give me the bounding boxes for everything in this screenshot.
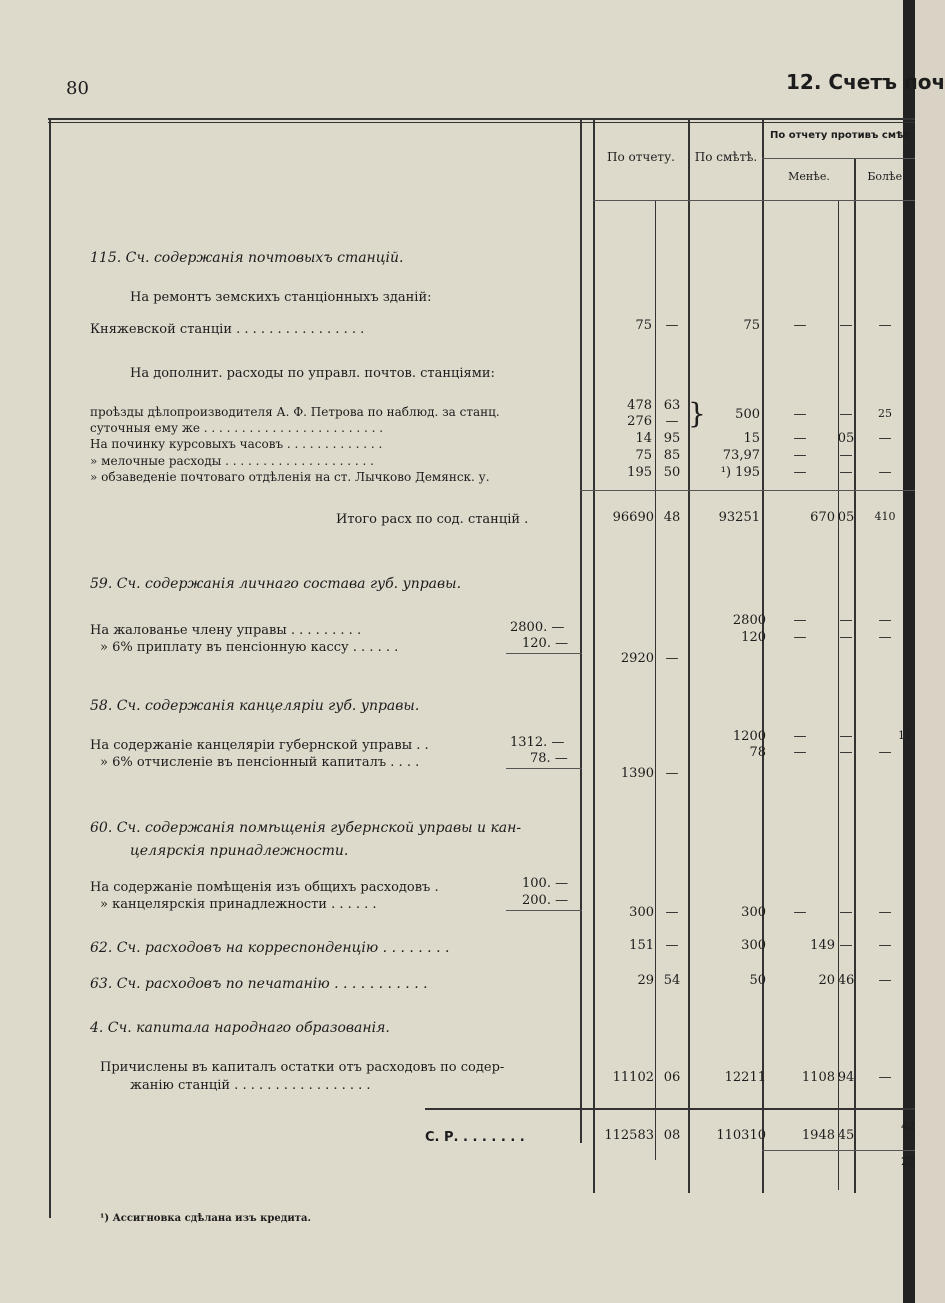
s59-a-label: На жалованье члену управы . . . . . . . . .: [90, 623, 362, 638]
section-62-title: 62. Сч. расходовъ на корреспонденцію . . . . . . . .: [90, 940, 450, 956]
s59-b-amt: 120. —: [522, 636, 569, 651]
s63-rep-k: 54: [663, 973, 681, 988]
s60-est: 300: [741, 905, 766, 920]
s115-r5-rep: 195: [627, 465, 652, 480]
s4-less-k: 94: [837, 1070, 855, 1085]
s59-sum-rule: [506, 653, 582, 654]
s60-less: —: [793, 905, 807, 920]
s62-less-k: —: [839, 938, 853, 953]
s59-b-est: 120: [741, 630, 766, 645]
s58-rep: 1390: [620, 766, 654, 781]
s115-total-more: 410: [874, 510, 896, 523]
s58-a-more: 11: [898, 729, 912, 742]
s60-a-amt: 100. —: [522, 876, 569, 891]
s115-kn-est: 75: [743, 318, 760, 333]
s60-a-label: На содержаніе помѣщенія изъ общихъ расходовъ .: [90, 880, 439, 895]
s58-a-less-k: —: [839, 729, 853, 744]
total-less: 1948: [801, 1128, 835, 1143]
total-est: 110310: [716, 1128, 766, 1143]
s115-kn-less-k: —: [839, 318, 853, 333]
s115-r3-k: 95: [663, 431, 681, 446]
header-more: Болѣе.: [867, 170, 906, 183]
s115-r1-label: проѣзды дѣлопроизводителя А. Ф. Петрова по наблюд. за станц.: [90, 405, 500, 419]
s115-total-est: 93251: [718, 510, 760, 525]
s115-r4-rep: 75: [635, 448, 652, 463]
col-divider-more: [854, 158, 856, 1193]
s115-r4-k: 85: [663, 448, 681, 463]
s115-kn-report: 75: [635, 318, 652, 333]
s115-r3-less-k: 05: [837, 431, 855, 446]
total-under-rule: [762, 1150, 915, 1151]
s115-extra-heading: На дополнит. расходы по управл. почтов. станціями:: [130, 366, 495, 381]
s62-more: —: [878, 938, 892, 953]
header-less: Менѣе.: [788, 170, 830, 183]
brace: }: [688, 397, 706, 430]
header-sub-rule: [762, 158, 915, 159]
s4-rep-k: 06: [663, 1070, 681, 1085]
header-report: По отчету.: [607, 150, 675, 164]
s59-a-est: 2800: [732, 613, 766, 628]
total-rule: [425, 1108, 915, 1110]
s59-b-less-k: —: [839, 630, 853, 645]
s58-b-more: —: [878, 745, 892, 760]
s63-more: —: [878, 973, 892, 988]
col-divider-less-kop: [838, 200, 839, 1190]
s4-est: 12211: [724, 1070, 766, 1085]
s115-kn-less: —: [793, 318, 807, 333]
s115-r2-label: суточныя ему же . . . . . . . . . . . . . . . . . . . . . . . .: [90, 421, 384, 435]
s115-r1-k: 63: [663, 398, 681, 413]
s115-total-less: 670: [810, 510, 835, 525]
s115-r12-more: 25: [878, 407, 892, 420]
s115-r12-est: 500: [735, 407, 760, 422]
s58-sum-rule: [506, 768, 582, 769]
s62-rep: 151: [629, 938, 654, 953]
s60-more: —: [878, 905, 892, 920]
s58-a-est: 1200: [732, 729, 766, 744]
s63-est: 50: [749, 973, 766, 988]
s115-r4-est: 73,97: [722, 448, 760, 463]
s115-r5-less-k: —: [839, 465, 853, 480]
section-63-title: 63. Сч. расходовъ по печатанію . . . . . . . . . . .: [90, 976, 428, 992]
col-divider-text: [580, 118, 582, 1143]
s115-r3-less: —: [793, 431, 807, 446]
s63-less-k: 46: [837, 973, 855, 988]
total-less-k: 45: [837, 1128, 855, 1143]
s115-r5-more: —: [878, 465, 892, 480]
s58-b-label: » 6% отчисленіе въ пенсіонный капиталъ . . . .: [100, 755, 420, 770]
col-divider-less: [762, 118, 764, 1193]
s115-kn-more: —: [878, 318, 892, 333]
s60-rep-k: —: [665, 905, 679, 920]
s115-r4-less-k: —: [839, 448, 853, 463]
s58-a-label: На содержаніе канцеляріи губернской управы . .: [90, 738, 429, 753]
section-4-title: 4. Сч. капитала народнаго образованія.: [90, 1020, 390, 1036]
s59-a-less: —: [793, 613, 807, 628]
section-60-title-2: целярскія принадлежности.: [130, 843, 349, 859]
s115-r3-rep: 14: [635, 431, 652, 446]
s115-r3-est: 15: [743, 431, 760, 446]
s60-sum-rule: [506, 910, 582, 911]
s115-r1-rep: 478: [627, 398, 652, 413]
col-divider-report-kop: [655, 200, 656, 1160]
s4-line1: Причислены въ капиталъ остатки отъ расходовъ по содер-: [100, 1060, 505, 1075]
s115-kn-report-k: —: [665, 318, 679, 333]
s115-kn-label: Княжевской станціи . . . . . . . . . . . . . . . .: [90, 322, 365, 337]
s63-rep: 29: [637, 973, 654, 988]
s115-total-less-k: 05: [837, 510, 855, 525]
s115-r3-more: —: [878, 431, 892, 446]
section-59-title: 59. Сч. содержанія личнаго состава губ. управы.: [90, 576, 462, 592]
s59-b-less: —: [793, 630, 807, 645]
s115-r5-k: 50: [663, 465, 681, 480]
s59-rep-k: —: [665, 651, 679, 666]
s58-a-amt: 1312. —: [510, 735, 565, 750]
s60-b-label: » канцелярскія принадлежности . . . . . .: [100, 897, 377, 912]
s4-more: —: [878, 1070, 892, 1085]
s59-b-label: » 6% приплату въ пенсіонную кассу . . . . . .: [100, 640, 399, 655]
s58-rep-k: —: [665, 766, 679, 781]
s115-total-rep: 96690: [612, 510, 654, 525]
s115-r2-rep: 276: [627, 414, 652, 429]
s115-r12-less: —: [793, 407, 807, 422]
s59-b-more: —: [878, 630, 892, 645]
s58-a-less: —: [793, 729, 807, 744]
total-more: 42: [901, 1120, 915, 1133]
s115-r5-est: ¹) 195: [720, 465, 760, 480]
s58-b-amt: 78. —: [530, 751, 568, 766]
page-title: 12. Счетъ поч: [786, 70, 945, 94]
header-estimate: По смѣтѣ.: [694, 150, 758, 164]
total-more-2: 22: [901, 1155, 915, 1168]
header-group: По отчету противъ смѣт: [770, 130, 910, 141]
s4-less: 1108: [801, 1070, 835, 1085]
s115-r4-less: —: [793, 448, 807, 463]
s59-rep: 2920: [620, 651, 654, 666]
s60-rep: 300: [629, 905, 654, 920]
s62-less: 149: [810, 938, 835, 953]
s58-b-less-k: —: [839, 745, 853, 760]
s58-b-est: 78: [749, 745, 766, 760]
footnote: ¹) Ассигновка сдѣлана изъ кредита.: [100, 1213, 311, 1224]
s63-less: 20: [818, 973, 835, 988]
s62-rep-k: —: [665, 938, 679, 953]
s115-total-rule: [580, 490, 915, 491]
s4-line2: жанію станцій . . . . . . . . . . . . . . . . .: [130, 1078, 371, 1093]
total-rep-k: 08: [663, 1128, 681, 1143]
total-label: С. Р. . . . . . . .: [425, 1130, 525, 1145]
total-rep: 112583: [604, 1128, 654, 1143]
s60-less-k: —: [839, 905, 853, 920]
s60-b-amt: 200. —: [522, 893, 569, 908]
s58-b-less: —: [793, 745, 807, 760]
s115-total-k: 48: [663, 510, 681, 525]
col-divider-report: [593, 118, 595, 1193]
s115-r3-label: На починку курсовыхъ часовъ . . . . . . . . . . . . .: [90, 437, 383, 451]
s4-rep: 11102: [612, 1070, 654, 1085]
table-top-rule-2: [48, 122, 915, 123]
s59-a-amt: 2800. —: [510, 620, 565, 635]
section-60-title: 60. Сч. содержанія помѣщенія губернской управы и кан-: [90, 820, 522, 836]
section-115-title: 115. Сч. содержанія почтовыхъ станцій.: [90, 250, 404, 266]
header-bottom-rule: [593, 200, 915, 201]
table-top-rule: [48, 118, 915, 120]
col-divider-estimate: [688, 118, 690, 1193]
s62-est: 300: [741, 938, 766, 953]
s115-r4-label: » мелочные расходы . . . . . . . . . . . . . . . . . . . .: [90, 454, 374, 468]
s59-a-less-k: —: [839, 613, 853, 628]
s115-r5-less: —: [793, 465, 807, 480]
s115-repair-heading: На ремонтъ земскихъ станціонныхъ зданій:: [130, 290, 432, 305]
page-number: 80: [66, 78, 89, 99]
s115-r5-label: » обзаведеніе почтоваго отдѣленія на ст. Лычково Демянск. у.: [90, 470, 490, 484]
table-left-border: [49, 118, 51, 1218]
s115-r12-less-k: —: [839, 407, 853, 422]
s59-a-more: —: [878, 613, 892, 628]
s115-total-label: Итого расх по сод. станцій .: [336, 512, 529, 527]
section-58-title: 58. Сч. содержанія канцеляріи губ. управы.: [90, 698, 420, 714]
s115-r2-k: —: [665, 414, 679, 429]
